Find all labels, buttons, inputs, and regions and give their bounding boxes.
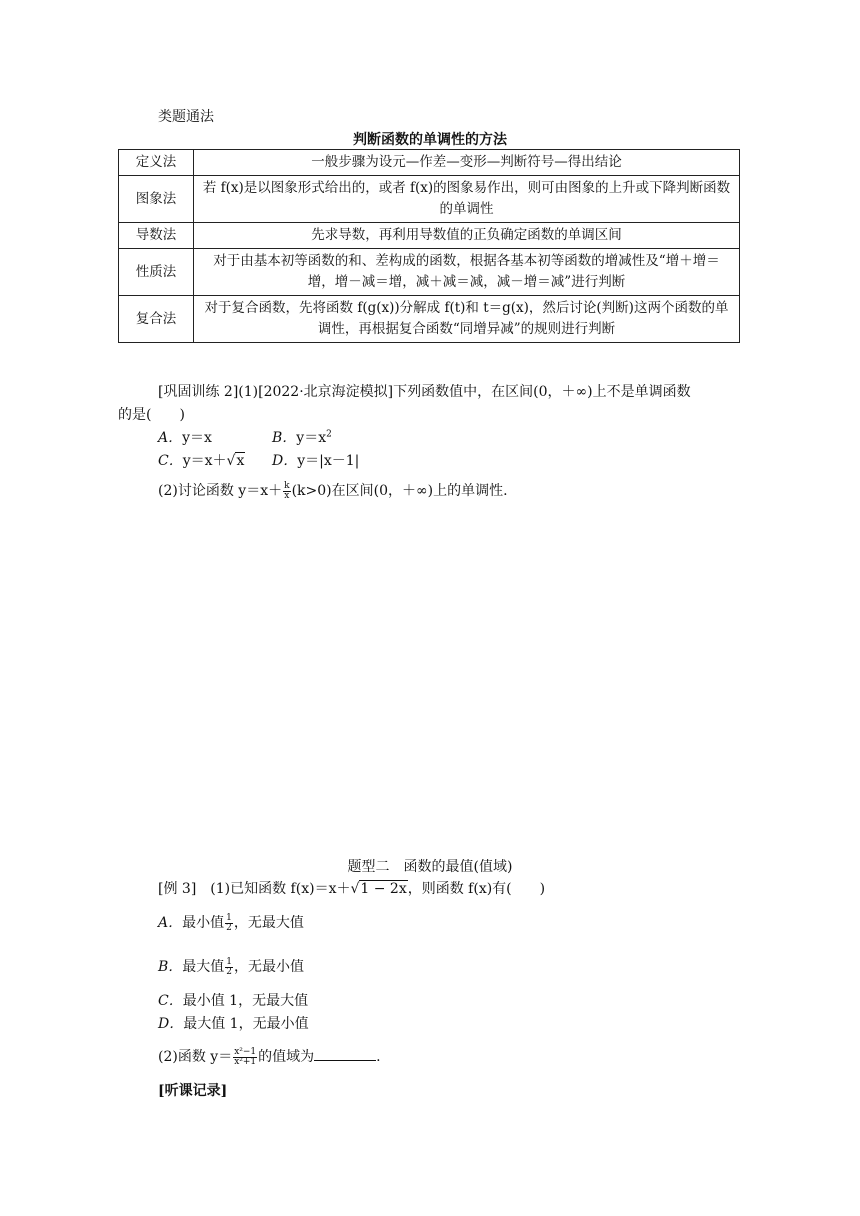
option-text: y＝x＋ <box>182 453 227 469</box>
q2-end: . <box>376 1049 381 1065</box>
option-letter: B． <box>272 430 297 446</box>
practice-option-c <box>158 450 245 470</box>
option-letter: A． <box>158 430 183 446</box>
example-q1 <box>158 878 545 898</box>
table-row <box>119 249 740 296</box>
method-desc: 对于复合函数，先将函数 f(g(x))分解成 f(t)和 t＝g(x)，然后讨论(判断)这两个函数的单调性，再根据复合函数“同增异减”的规则进行判断 <box>194 296 740 343</box>
option-letter: D． <box>158 1016 184 1032</box>
fraction-den: x²+1 <box>234 1056 257 1067</box>
notes-label: [听课记录] <box>158 1083 228 1099</box>
practice-option-b <box>272 427 332 447</box>
example-option-b <box>158 956 304 977</box>
option-text: y＝x <box>296 430 327 446</box>
practice-q1-text: (1)[2022·北京海淀模拟]下列函数值中，在区间(0，＋∞)上不是单调函数 <box>238 384 691 400</box>
option-letter: B． <box>158 959 183 975</box>
method-desc: 一般步骤为设元—作差—变形—判断符号—得出结论 <box>194 150 740 176</box>
table-title: 判断函数的单调性的方法 <box>353 132 507 148</box>
q2-post: (k>0)在区间(0，＋∞)上的单调性. <box>291 483 508 499</box>
example-option-d <box>158 1013 309 1033</box>
method-name: 性质法 <box>119 249 194 296</box>
q2-post: 的值域为 <box>258 1049 315 1065</box>
practice-option-a <box>158 427 212 447</box>
table-row <box>119 150 740 176</box>
sqrt-icon: √ <box>350 881 360 897</box>
example-option-a <box>158 912 304 933</box>
q1-pre: (1)已知函数 f(x)＝x＋ <box>196 881 351 897</box>
option-letter: A． <box>158 915 183 931</box>
option-letter: C． <box>158 453 183 469</box>
fraction-den: 2 <box>226 966 233 977</box>
table-row <box>119 176 740 223</box>
fraction-num: k <box>284 480 290 491</box>
option-letter: D． <box>272 453 298 469</box>
q2-pre: (2)函数 y＝ <box>158 1049 233 1065</box>
sqrt-content: x <box>236 453 245 469</box>
fraction-den: 2 <box>226 922 232 933</box>
option-text: 最大值 1，无最小值 <box>183 1016 309 1032</box>
fraction-num: x²−1 <box>234 1046 257 1057</box>
method-name: 复合法 <box>119 296 194 343</box>
option-text: 最大值 <box>182 959 225 975</box>
method-name: 图象法 <box>119 176 194 223</box>
example-label: [例 3] <box>158 881 197 897</box>
table-row <box>119 223 740 249</box>
method-name: 导数法 <box>119 223 194 249</box>
option-letter: C． <box>158 993 183 1009</box>
table-row <box>119 296 740 343</box>
fraction <box>283 482 290 501</box>
practice-option-d <box>272 450 359 470</box>
fraction-num: 1 <box>226 912 232 923</box>
sqrt-content: 1 − 2x <box>360 881 407 897</box>
method-desc: 对于由基本初等函数的和、差构成的函数，根据各基本初等函数的增减性及“增＋增＝增，增－减＝增，减＋减＝减，减－增＝减”进行判断 <box>194 249 740 296</box>
option-text: 最小值 1，无最大值 <box>182 993 309 1009</box>
method-desc: 若 f(x)是以图象形式给出的，或者 f(x)的图象易作出，则可由图象的上升或下降判断函数的单调性 <box>194 176 740 223</box>
option-text-post: ，无最小值 <box>234 959 305 975</box>
practice-label: [巩固训练 2] <box>158 384 239 400</box>
type2-title: 题型二 函数的最值(值域) <box>347 859 513 875</box>
answer-blank <box>314 1048 376 1061</box>
q1-post: ，则函数 f(x)有( ) <box>407 881 546 897</box>
example-option-c <box>158 990 308 1010</box>
fraction-num: 1 <box>226 956 233 967</box>
option-text: 最小值 <box>182 915 225 931</box>
option-text: y＝x <box>182 430 212 446</box>
option-text-post: ，无最大值 <box>233 915 304 931</box>
fraction-den: x <box>284 490 290 501</box>
option-text: y＝|x－1| <box>297 453 360 469</box>
fraction <box>225 914 233 933</box>
methods-table <box>118 149 740 343</box>
method-desc: 先求导数，再利用导数值的正负确定函数的单调区间 <box>194 223 740 249</box>
fraction <box>225 958 233 977</box>
practice-q1-line1 <box>158 381 691 401</box>
example-q2 <box>158 1046 381 1067</box>
option-sup: 2 <box>326 429 332 440</box>
practice-q1-line2: 的是( ) <box>118 407 185 423</box>
section-label: 类题通法 <box>158 109 214 125</box>
q2-pre: (2)讨论函数 y＝x＋ <box>158 483 283 499</box>
fraction <box>233 1048 257 1067</box>
sqrt-icon: √ <box>226 453 236 469</box>
practice-q2 <box>158 480 508 501</box>
method-name: 定义法 <box>119 150 194 176</box>
